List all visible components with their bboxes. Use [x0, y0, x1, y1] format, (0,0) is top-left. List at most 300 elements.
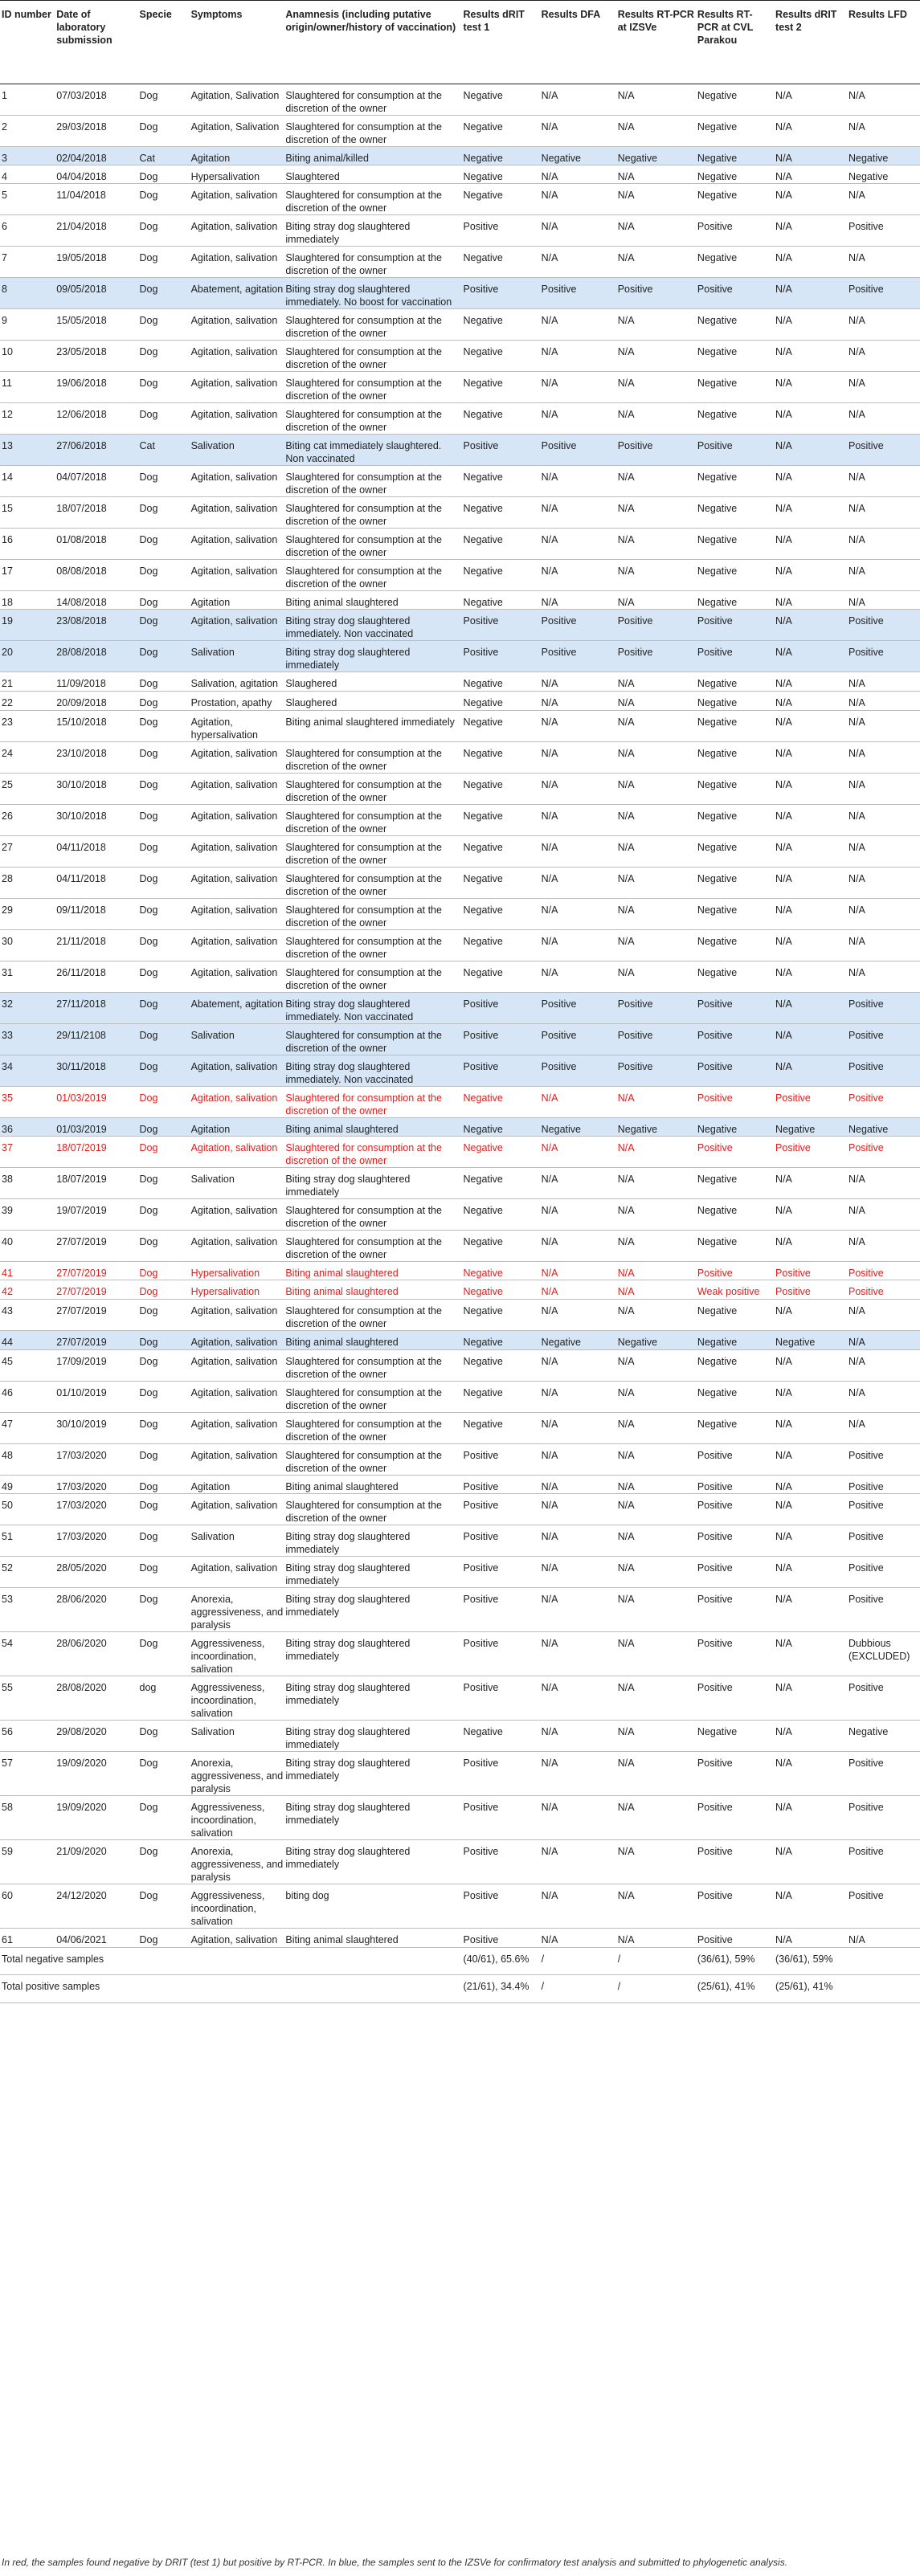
cell-id: 49: [2, 1481, 13, 1492]
cell-symptoms: Salivation: [190, 641, 284, 672]
cell-id: 24: [2, 748, 13, 759]
cell-lfd: Negative: [848, 171, 889, 182]
cell-specie: Dog: [139, 1890, 158, 1901]
cell-date: 08/08/2018: [56, 565, 107, 577]
cell-specie: Dog: [139, 1934, 158, 1945]
table-row: [0, 1929, 920, 1948]
cell-rtpcr-izsve: N/A: [617, 1236, 635, 1247]
cell-dfa: Positive: [540, 610, 616, 641]
cell-id: 7: [2, 252, 7, 263]
cell-lfd: N/A: [848, 967, 865, 978]
cell-rtpcr-cvl: Negative: [697, 1305, 738, 1317]
cell-drit1: Positive: [462, 610, 540, 641]
cell-dfa: N/A: [541, 1174, 558, 1185]
table-row: [0, 1262, 920, 1280]
cell-specie: Dog: [139, 1092, 158, 1104]
cell-drit1: Positive: [463, 1934, 499, 1945]
table-row: [0, 1118, 920, 1137]
cell-specie: Dog: [139, 1419, 158, 1430]
cell-lfd: N/A: [848, 597, 865, 608]
cell-anamnesis: Slaughtered for consumption at the discretion of the owner: [285, 842, 442, 866]
cell-drit2: N/A: [775, 1174, 792, 1185]
cell-id: 14: [2, 472, 13, 483]
cell-rtpcr-izsve: N/A: [617, 315, 635, 326]
cell-dfa: N/A: [541, 873, 558, 884]
cell-rtpcr-izsve: N/A: [617, 810, 635, 822]
cell-rtpcr-izsve: N/A: [617, 779, 635, 790]
cell-dfa: Negative: [540, 1331, 616, 1350]
cell-id: 13: [0, 435, 55, 466]
cell-anamnesis: Slaughtered for consumption at the discretion of the owner: [285, 565, 442, 590]
cell-drit1: Negative: [463, 678, 503, 689]
cell-symptoms: Agitation, salivation: [190, 534, 278, 545]
cell-symptoms: Agitation: [190, 597, 231, 608]
cell-lfd: Positive: [847, 278, 920, 309]
cell-rtpcr-izsve: N/A: [617, 1142, 635, 1153]
cell-specie: Dog: [139, 1531, 158, 1542]
cell-drit1: Positive: [463, 1682, 499, 1693]
cell-dfa: N/A: [541, 1419, 558, 1430]
cell-date: 04/04/2018: [56, 171, 107, 182]
cell-drit1: Negative: [463, 378, 503, 389]
cell-symptoms: Agitation, salivation: [190, 1387, 278, 1398]
cell-specie: Dog: [139, 1802, 158, 1813]
cell-drit1: Negative: [463, 90, 503, 101]
cell-specie: Dog: [139, 779, 158, 790]
cell-drit1: Negative: [462, 1331, 540, 1350]
cell-drit2: N/A: [775, 1500, 792, 1511]
cell-id: 11: [2, 378, 12, 389]
cell-date: 01/08/2018: [56, 534, 107, 545]
cell-drit2: N/A: [775, 503, 792, 514]
cell-symptoms: Aggressiveness, incoordination, salivation: [190, 1802, 265, 1839]
cell-dfa: N/A: [541, 936, 558, 947]
cell-date: 27/07/2019: [55, 1331, 137, 1350]
cell-anamnesis: Biting stray dog slaughtered immediately: [285, 1562, 411, 1586]
cell-dfa: N/A: [541, 1562, 558, 1574]
cell-date: 21/09/2020: [56, 1846, 107, 1857]
totals-cell: /: [540, 1975, 616, 2003]
cell-specie: Dog: [139, 1387, 158, 1398]
cell-drit1: Positive: [462, 1055, 540, 1087]
cell-rtpcr-cvl: Positive: [697, 1500, 733, 1511]
table-row: [0, 1557, 920, 1588]
table-row: [0, 1331, 920, 1350]
table-row: [0, 1382, 920, 1413]
cell-lfd: Negative: [847, 147, 920, 165]
cell-symptoms: Aggressiveness, incoordination, salivation: [190, 1638, 265, 1675]
cell-id: 48: [2, 1450, 13, 1461]
table-row: [0, 309, 920, 341]
cell-rtpcr-cvl: Negative: [697, 936, 738, 947]
cell-specie: Cat: [138, 147, 190, 165]
cell-dfa: N/A: [541, 409, 558, 420]
table-row: [0, 805, 920, 836]
cell-anamnesis: Slaughtered for consumption at the discretion of the owner: [285, 1419, 442, 1443]
cell-lfd: Positive: [848, 1682, 884, 1693]
cell-anamnesis: Slaughtered for consumption at the discretion of the owner: [284, 1024, 461, 1055]
cell-anamnesis: Slaughtered for consumption at the discretion of the owner: [285, 1236, 442, 1260]
cell-drit2: N/A: [775, 779, 792, 790]
cell-rtpcr-cvl: Positive: [697, 1594, 733, 1605]
cell-specie: Dog: [139, 873, 158, 884]
table-footnote: In red, the samples found negative by DRIT (test 1) but positive by RT-PCR. In blue, the samples sent to the IZSVe for confirmatory test analysis and submitted to phylogenetic analysis.: [2, 2557, 788, 2568]
cell-dfa: Positive: [540, 435, 616, 466]
header-drit2: Results dRIT test 2: [774, 1, 847, 84]
cell-specie: Dog: [138, 641, 190, 672]
table-row: [0, 372, 920, 403]
cell-symptoms: Agitation, salivation: [190, 1055, 284, 1087]
cell-symptoms: Prostation, apathy: [190, 697, 272, 708]
cell-drit2: Positive: [775, 1286, 811, 1297]
table-row: [0, 1494, 920, 1525]
cell-date: 17/03/2020: [56, 1450, 107, 1461]
cell-drit1: Positive: [463, 1531, 499, 1542]
cell-symptoms: Agitation, salivation: [190, 810, 278, 822]
cell-drit1: Negative: [463, 697, 503, 708]
table-row: [0, 1884, 920, 1929]
cell-specie: Dog: [139, 1356, 158, 1367]
cell-rtpcr-cvl: Negative: [697, 904, 738, 916]
cell-anamnesis: Biting stray dog slaughtered immediately. Non vaccinated: [284, 1055, 461, 1087]
cell-rtpcr-izsve: N/A: [617, 1387, 635, 1398]
table-row: [0, 497, 920, 529]
cell-rtpcr-izsve: N/A: [617, 346, 635, 357]
totals-cell: (25/61), 41%: [774, 1975, 847, 2003]
table-row: [0, 1137, 920, 1168]
cell-rtpcr-izsve: Negative: [616, 1331, 696, 1350]
cell-dfa: N/A: [541, 842, 558, 853]
cell-dfa: N/A: [541, 252, 558, 263]
cell-drit1: Negative: [463, 472, 503, 483]
cell-symptoms: Agitation, salivation: [190, 1419, 278, 1430]
totals-cell: (40/61), 65.6%: [462, 1948, 540, 1975]
cell-date: 19/09/2020: [56, 1802, 107, 1813]
cell-date: 20/09/2018: [56, 697, 107, 708]
cell-rtpcr-cvl: Negative: [697, 716, 738, 728]
cell-symptoms: Agitation, salivation: [190, 472, 278, 483]
cell-symptoms: Agitation, salivation: [190, 779, 278, 790]
cell-specie: Dog: [139, 678, 158, 689]
table-row: [0, 466, 920, 497]
cell-rtpcr-cvl: Negative: [696, 1331, 774, 1350]
table-row: [0, 247, 920, 278]
cell-dfa: Positive: [540, 641, 616, 672]
cell-dfa: N/A: [541, 121, 558, 133]
cell-rtpcr-cvl: Negative: [696, 147, 774, 165]
cell-id: 5: [2, 190, 7, 201]
cell-rtpcr-cvl: Negative: [697, 1205, 738, 1216]
cell-lfd: N/A: [847, 1331, 920, 1350]
cell-id: 52: [2, 1562, 13, 1574]
cell-dfa: N/A: [541, 190, 558, 201]
cell-rtpcr-izsve: N/A: [617, 190, 635, 201]
cell-lfd: N/A: [848, 1387, 865, 1398]
cell-lfd: N/A: [848, 1205, 865, 1216]
cell-date: 09/11/2018: [56, 904, 106, 916]
cell-symptoms: Aggressiveness, incoordination, salivation: [190, 1682, 265, 1719]
cell-rtpcr-cvl: Positive: [697, 1450, 733, 1461]
cell-date: 28/06/2020: [56, 1594, 107, 1605]
cell-drit1: Negative: [463, 171, 503, 182]
cell-specie: Dog: [139, 1500, 158, 1511]
cell-rtpcr-izsve: N/A: [617, 565, 635, 577]
cell-id: 55: [2, 1682, 13, 1693]
cell-rtpcr-cvl: Positive: [696, 993, 774, 1024]
cell-lfd: N/A: [848, 842, 865, 853]
table-header-row: [0, 1, 920, 84]
cell-symptoms: Agitation, salivation: [190, 503, 278, 514]
cell-drit1: Negative: [463, 315, 503, 326]
cell-lfd: Positive: [847, 435, 920, 466]
cell-lfd: N/A: [848, 678, 865, 689]
cell-anamnesis: Slaughtered for consumption at the discretion of the owner: [285, 1450, 442, 1474]
cell-rtpcr-cvl: Positive: [697, 1682, 733, 1693]
cell-anamnesis: Biting animal slaughtered: [284, 1118, 461, 1137]
cell-drit2: N/A: [775, 936, 792, 947]
cell-rtpcr-cvl: Negative: [697, 1356, 738, 1367]
cell-specie: Dog: [139, 597, 158, 608]
cell-symptoms: Agitation, salivation: [190, 1331, 284, 1350]
cell-specie: Dog: [139, 1757, 158, 1769]
cell-drit1: Negative: [463, 810, 503, 822]
cell-date: 30/10/2018: [56, 779, 107, 790]
cell-symptoms: Agitation: [190, 147, 284, 165]
cell-drit2: N/A: [775, 1356, 792, 1367]
cell-id: 53: [2, 1594, 13, 1605]
cell-dfa: N/A: [541, 810, 558, 822]
cell-rtpcr-cvl: Positive: [697, 1846, 733, 1857]
cell-dfa: N/A: [541, 1236, 558, 1247]
cell-dfa: N/A: [541, 1092, 558, 1104]
table-row: [0, 403, 920, 435]
table-row: [0, 993, 920, 1024]
cell-dfa: N/A: [541, 346, 558, 357]
cell-rtpcr-cvl: Negative: [697, 748, 738, 759]
cell-lfd: N/A: [848, 1934, 865, 1945]
cell-drit1: Negative: [463, 1236, 503, 1247]
cell-rtpcr-izsve: N/A: [617, 697, 635, 708]
table-row: [0, 711, 920, 742]
cell-lfd: N/A: [848, 346, 865, 357]
cell-symptoms: Hypersalivation: [190, 171, 260, 182]
cell-rtpcr-cvl: Positive: [697, 1802, 733, 1813]
cell-anamnesis: Slaughtered for consumption at the discretion of the owner: [285, 121, 442, 145]
cell-specie: Dog: [139, 748, 158, 759]
cell-drit2: N/A: [775, 1726, 792, 1737]
cell-id: 8: [0, 278, 55, 309]
cell-symptoms: Aggressiveness, incoordination, salivation: [190, 1890, 265, 1927]
cell-anamnesis: Biting stray dog slaughtered immediately: [285, 1594, 411, 1618]
cell-id: 2: [2, 121, 7, 133]
cell-drit2: N/A: [774, 278, 847, 309]
cell-symptoms: Agitation, salivation: [190, 610, 284, 641]
cell-rtpcr-izsve: Positive: [616, 278, 696, 309]
cell-specie: Dog: [139, 565, 158, 577]
cell-rtpcr-izsve: Negative: [616, 1118, 696, 1137]
cell-rtpcr-cvl: Negative: [697, 346, 738, 357]
cell-drit2: N/A: [775, 697, 792, 708]
cell-drit2: N/A: [775, 1594, 792, 1605]
cell-lfd: Positive: [848, 1481, 884, 1492]
cell-anamnesis: Biting stray dog slaughtered immediately: [285, 221, 411, 245]
cell-anamnesis: Slaughtered for consumption at the discretion of the owner: [285, 1387, 442, 1411]
cell-drit2: N/A: [775, 346, 792, 357]
cell-rtpcr-izsve: N/A: [617, 472, 635, 483]
totals-row: [0, 1975, 920, 2003]
cell-drit1: Negative: [462, 1118, 540, 1137]
cell-drit2: N/A: [775, 967, 792, 978]
cell-rtpcr-izsve: Negative: [616, 147, 696, 165]
table-row: [0, 341, 920, 372]
cell-drit1: Negative: [463, 1092, 503, 1104]
cell-id: 42: [2, 1286, 13, 1297]
cell-symptoms: Abatement, agitation: [190, 993, 284, 1024]
cell-anamnesis: Biting animal slaughtered: [284, 1331, 461, 1350]
cell-drit2: N/A: [774, 1055, 847, 1087]
cell-rtpcr-izsve: N/A: [617, 1531, 635, 1542]
cell-drit2: N/A: [775, 1305, 792, 1317]
cell-drit2: N/A: [775, 378, 792, 389]
cell-id: 40: [2, 1236, 13, 1247]
cell-drit1: Positive: [463, 1846, 499, 1857]
cell-date: 01/03/2019: [55, 1118, 137, 1137]
cell-id: 50: [2, 1500, 13, 1511]
cell-symptoms: Agitation, salivation: [190, 873, 278, 884]
cell-rtpcr-cvl: Negative: [697, 873, 738, 884]
cell-rtpcr-izsve: Positive: [616, 993, 696, 1024]
cell-rtpcr-cvl: Weak positive: [697, 1286, 760, 1297]
cell-rtpcr-izsve: N/A: [617, 1682, 635, 1693]
cell-date: 09/05/2018: [55, 278, 137, 309]
cell-id: 35: [2, 1092, 13, 1104]
cell-date: 07/03/2018: [56, 90, 107, 101]
cell-anamnesis: Slaughtered for consumption at the discretion of the owner: [285, 1500, 442, 1524]
cell-symptoms: Agitation, salivation: [190, 221, 278, 232]
cell-lfd: N/A: [848, 936, 865, 947]
cell-lfd: N/A: [848, 873, 865, 884]
cell-dfa: N/A: [541, 1500, 558, 1511]
cell-date: 30/10/2019: [56, 1419, 107, 1430]
cell-anamnesis: Biting stray dog slaughtered immediately: [285, 1757, 411, 1782]
cell-specie: Dog: [138, 993, 190, 1024]
cell-specie: Dog: [139, 1594, 158, 1605]
cell-dfa: N/A: [541, 171, 558, 182]
header-anamnesis: Anamnesis (including putative origin/owner/history of vaccination): [284, 1, 461, 84]
cell-drit2: N/A: [775, 252, 792, 263]
cell-drit1: Negative: [463, 190, 503, 201]
table-row: [0, 930, 920, 961]
cell-date: 04/11/2018: [56, 842, 106, 853]
cell-id: 51: [2, 1531, 13, 1542]
cell-drit1: Negative: [463, 565, 503, 577]
cell-rtpcr-izsve: N/A: [617, 90, 635, 101]
cell-rtpcr-izsve: N/A: [617, 1419, 635, 1430]
cell-lfd: Positive: [848, 1286, 884, 1297]
cell-dfa: N/A: [541, 1638, 558, 1649]
cell-symptoms: Agitation, salivation: [190, 346, 278, 357]
cell-rtpcr-cvl: Negative: [697, 409, 738, 420]
cell-id: 10: [2, 346, 13, 357]
cell-drit1: Negative: [463, 904, 503, 916]
cell-specie: Dog: [139, 904, 158, 916]
cell-dfa: N/A: [541, 1142, 558, 1153]
cell-symptoms: Agitation, salivation: [190, 1356, 278, 1367]
cell-date: 27/07/2019: [56, 1286, 107, 1297]
cell-anamnesis: Slaughtered for consumption at the discretion of the owner: [285, 90, 442, 114]
header-specie: Specie: [138, 1, 190, 84]
cell-rtpcr-izsve: N/A: [617, 873, 635, 884]
cell-id: 30: [2, 936, 13, 947]
cell-dfa: N/A: [541, 1726, 558, 1737]
cell-date: 14/08/2018: [56, 597, 107, 608]
cell-rtpcr-izsve: N/A: [617, 716, 635, 728]
totals-label: Total positive samples: [0, 1975, 462, 2003]
cell-anamnesis: Slaughtered for consumption at the discretion of the owner: [285, 810, 442, 835]
cell-specie: Dog: [139, 1236, 158, 1247]
cell-specie: Dog: [138, 1024, 190, 1055]
cell-id: 19: [0, 610, 55, 641]
cell-drit2: N/A: [774, 610, 847, 641]
table-row: [0, 1350, 920, 1382]
cell-rtpcr-izsve: N/A: [617, 252, 635, 263]
cell-lfd: N/A: [848, 252, 865, 263]
cell-lfd: Positive: [848, 1450, 884, 1461]
cell-drit2: N/A: [775, 597, 792, 608]
cell-rtpcr-izsve: N/A: [617, 1356, 635, 1367]
cell-lfd: Dubbious (EXCLUDED): [848, 1638, 910, 1662]
cell-specie: Dog: [139, 1846, 158, 1857]
cell-lfd: Positive: [848, 1562, 884, 1574]
cell-drit2: N/A: [775, 716, 792, 728]
table-row: [0, 1796, 920, 1840]
cell-dfa: N/A: [541, 967, 558, 978]
cell-symptoms: Agitation, salivation: [190, 190, 278, 201]
cell-anamnesis: Biting animal slaughtered: [285, 1286, 399, 1297]
cell-date: 23/08/2018: [55, 610, 137, 641]
cell-lfd: Positive: [848, 1846, 884, 1857]
totals-label: Total negative samples: [0, 1948, 462, 1975]
cell-drit1: Positive: [463, 1500, 499, 1511]
cell-anamnesis: Slaughered: [285, 697, 337, 708]
cell-symptoms: Anorexia, aggressiveness, and paralysis: [190, 1757, 284, 1794]
cell-drit2: Positive: [775, 1092, 811, 1104]
table-row: [0, 184, 920, 215]
cell-symptoms: Salivation, agitation: [190, 678, 278, 689]
cell-rtpcr-izsve: N/A: [617, 1757, 635, 1769]
cell-drit2: N/A: [775, 121, 792, 133]
cell-lfd: Positive: [847, 993, 920, 1024]
cell-rtpcr-cvl: Negative: [696, 1118, 774, 1137]
cell-date: 30/11/2018: [55, 1055, 137, 1087]
cell-rtpcr-izsve: Positive: [616, 1024, 696, 1055]
cell-drit2: N/A: [775, 221, 792, 232]
cell-lfd: N/A: [848, 315, 865, 326]
header-symptoms: Symptoms: [190, 1, 284, 84]
totals-cell: (25/61), 41%: [696, 1975, 774, 2003]
cell-id: 22: [2, 697, 13, 708]
totals-cell: /: [540, 1948, 616, 1975]
table-row: [0, 435, 920, 466]
cell-symptoms: Agitation, hypersalivation: [190, 716, 258, 741]
table-row: [0, 742, 920, 774]
cell-lfd: N/A: [848, 904, 865, 916]
cell-specie: Dog: [139, 1726, 158, 1737]
cell-date: 27/07/2019: [56, 1305, 107, 1317]
cell-rtpcr-izsve: N/A: [617, 121, 635, 133]
cell-date: 17/03/2020: [56, 1531, 107, 1542]
cell-rtpcr-cvl: Positive: [696, 1055, 774, 1087]
